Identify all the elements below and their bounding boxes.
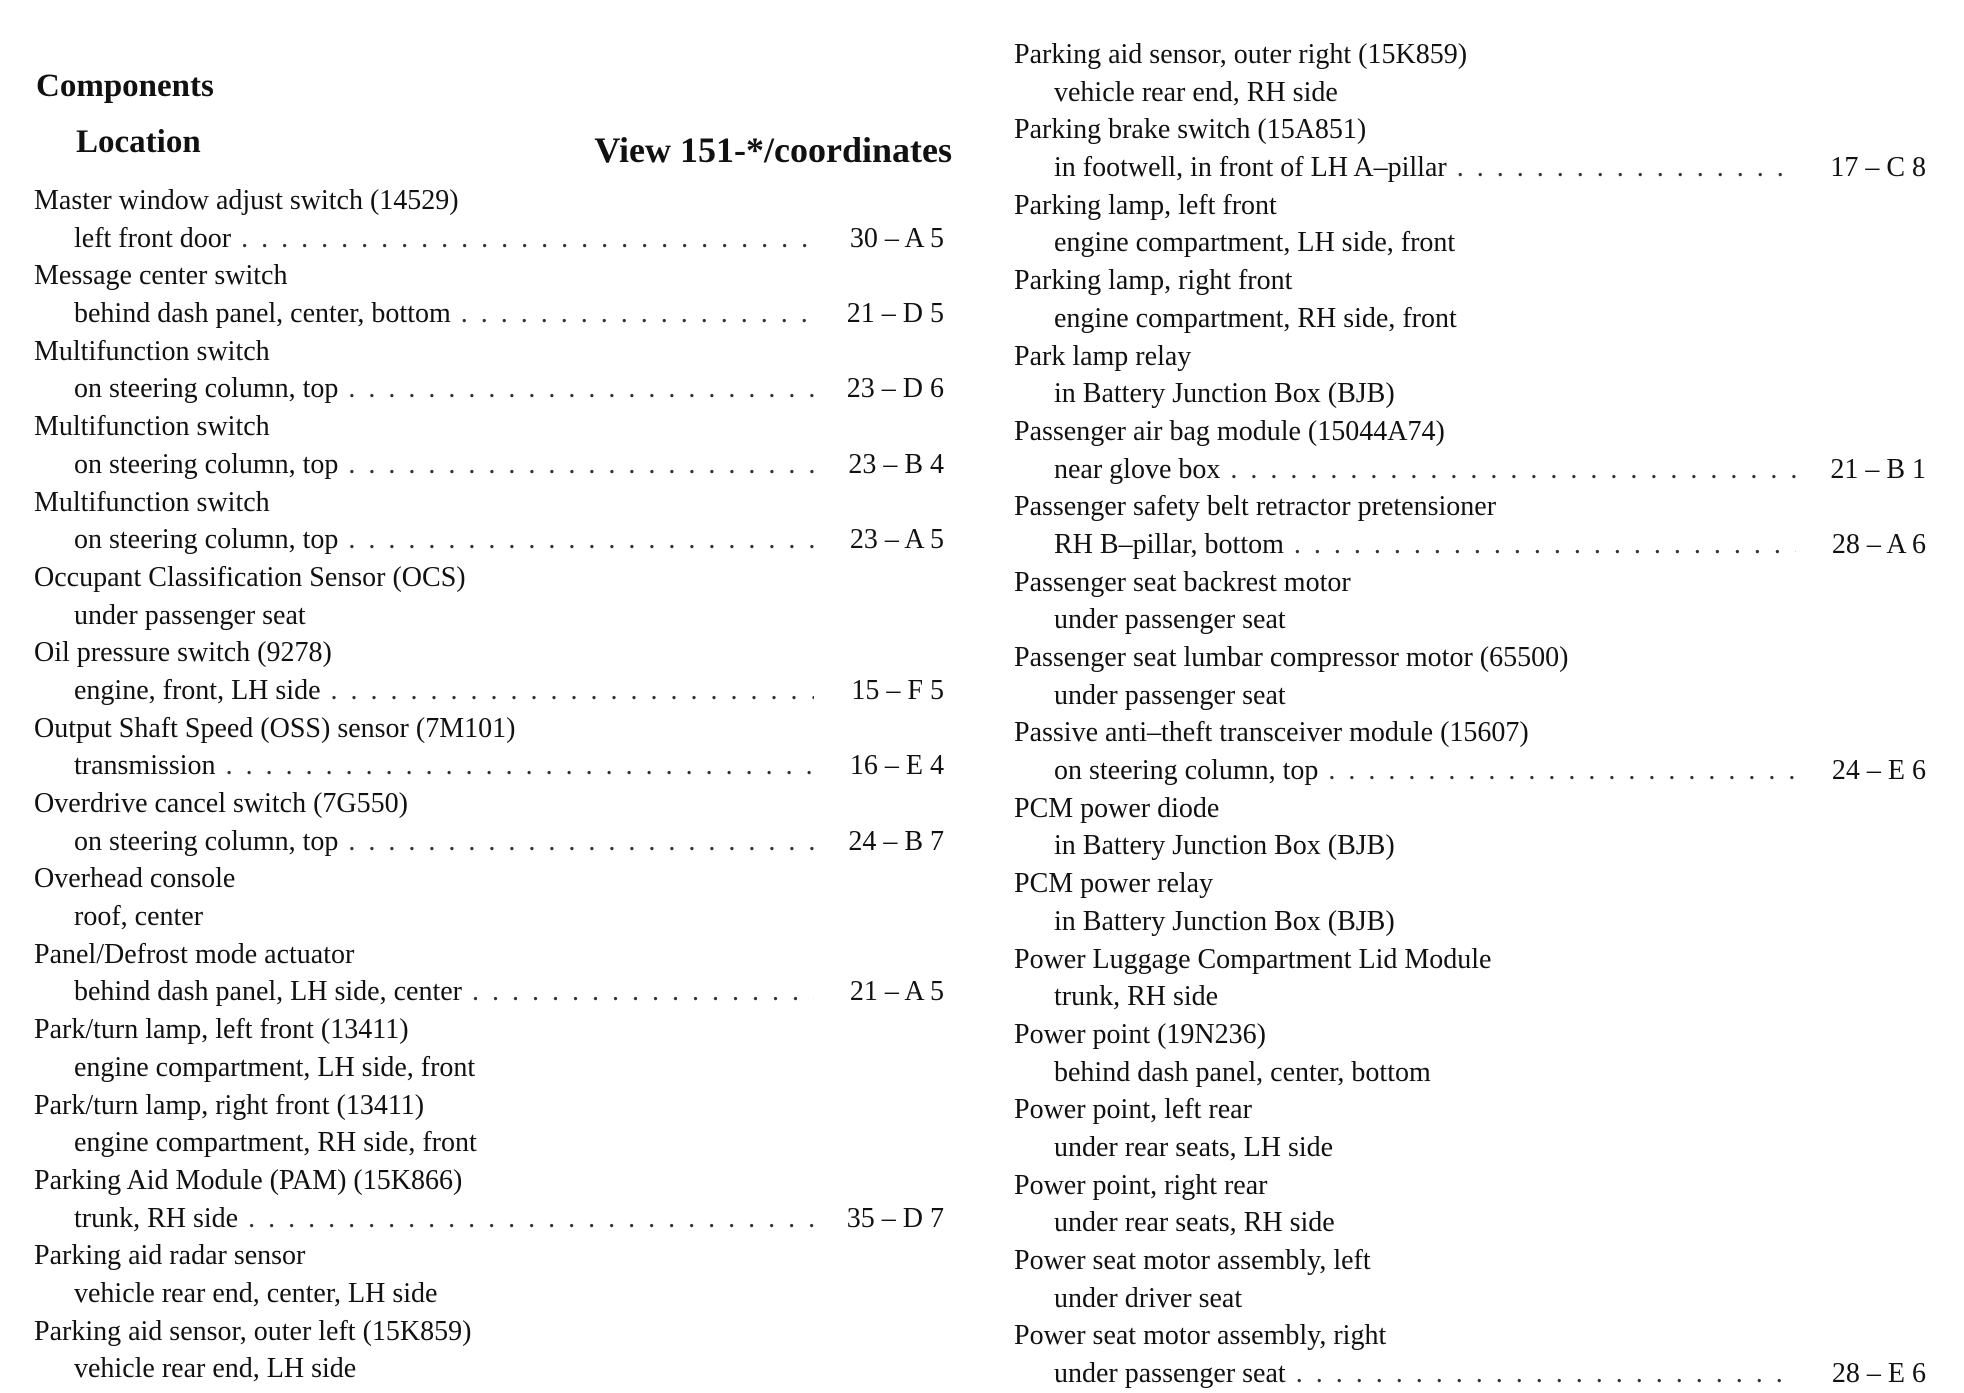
component-location-row xyxy=(1014,1355,1932,1393)
component-location: under passenger seat xyxy=(1054,604,1286,636)
component-entry xyxy=(34,1162,950,1237)
component-location-row xyxy=(1014,903,1932,941)
component-location-row xyxy=(1014,451,1932,489)
view-coordinate: 24 – E 6 xyxy=(1831,755,1926,787)
component-name: Master window adjust switch (14529) xyxy=(34,185,459,216)
component-location-row xyxy=(34,898,950,936)
component-name: Power point, right rear xyxy=(1014,1169,1268,1201)
component-name: Park/turn lamp, right front (13411) xyxy=(34,1089,425,1121)
component-entry xyxy=(34,408,950,483)
component-name: Parking lamp, right front xyxy=(1014,265,1293,297)
component-location-row xyxy=(1014,74,1932,112)
component-location-row xyxy=(1014,1129,1932,1167)
component-location: RH B–pillar, bottom xyxy=(1054,528,1284,560)
component-location: on steering column, top xyxy=(74,825,339,857)
component-location-row xyxy=(34,521,950,559)
component-entry xyxy=(34,333,950,408)
dot-leader xyxy=(1457,149,1796,187)
component-name: Parking lamp, left front xyxy=(1014,189,1277,221)
component-location: trunk, RH side xyxy=(1054,981,1219,1013)
dot-leader xyxy=(331,672,815,710)
component-name: Passenger safety belt retractor pretensioner xyxy=(1014,491,1497,523)
view-coordinate: 23 – D 6 xyxy=(846,373,944,405)
component-name: Power point, left rear xyxy=(1014,1094,1252,1126)
component-location-row xyxy=(1014,300,1932,338)
component-entry xyxy=(34,182,950,257)
component-location: in Battery Junction Box (BJB) xyxy=(1054,905,1395,937)
component-name: Multifunction switch xyxy=(34,411,270,443)
component-name: Overhead console xyxy=(34,863,236,895)
view-coordinate: 21 – B 1 xyxy=(1830,453,1926,485)
component-entry xyxy=(1014,790,1932,865)
component-entry xyxy=(1014,413,1932,488)
dot-leader xyxy=(472,973,814,1011)
component-entry xyxy=(34,785,950,860)
component-name: Power point (19N236) xyxy=(1014,1018,1266,1050)
component-location: on steering column, top xyxy=(74,373,339,405)
view-coordinates-heading: View 151-*/coordinates xyxy=(594,130,952,170)
component-location-row xyxy=(34,747,950,785)
component-name: Parking aid sensor, outer left (15K859) xyxy=(34,1315,472,1347)
component-location: vehicle rear end, RH side xyxy=(1054,76,1338,108)
component-name: Power seat motor assembly, left xyxy=(1014,1245,1371,1276)
component-location: engine compartment, LH side, front xyxy=(1054,227,1456,259)
component-location: under passenger seat xyxy=(1054,1358,1286,1390)
component-location-row xyxy=(34,597,950,635)
dot-leader xyxy=(1296,1355,1796,1393)
component-location-row xyxy=(34,295,950,333)
component-location-row xyxy=(34,973,950,1011)
component-location-row xyxy=(1014,978,1932,1016)
component-entry xyxy=(1014,1317,1932,1392)
component-name: Park lamp relay xyxy=(1014,340,1192,372)
component-location: transmission xyxy=(74,750,216,782)
component-location-row xyxy=(34,1350,950,1388)
view-coordinate: 21 – A 5 xyxy=(849,976,944,1008)
view-coordinate: 24 – B 7 xyxy=(848,825,944,857)
component-entry xyxy=(1014,1091,1932,1166)
component-name: Output Shaft Speed (OSS) sensor (7M101) xyxy=(34,712,516,744)
component-entry xyxy=(34,1087,950,1162)
component-name: Passenger seat lumbar compressor motor (65500) xyxy=(1014,642,1569,673)
component-location: trunk, RH side xyxy=(74,1202,239,1234)
component-location-row xyxy=(34,1200,950,1238)
view-coordinate: 35 – D 7 xyxy=(846,1202,944,1234)
component-location-row xyxy=(34,446,950,484)
component-location-row xyxy=(1014,526,1932,564)
component-entry xyxy=(1014,564,1932,639)
component-location: engine, front, LH side xyxy=(74,674,321,706)
view-coordinate: 17 – C 8 xyxy=(1830,152,1926,184)
component-location-row xyxy=(1014,601,1932,639)
component-entry xyxy=(34,1313,950,1388)
component-name: Occupant Classification Sensor (OCS) xyxy=(34,561,466,593)
dot-leader xyxy=(241,220,814,258)
component-location: behind dash panel, LH side, center xyxy=(74,976,462,1008)
view-coordinate: 16 – E 4 xyxy=(849,750,944,782)
component-location-row xyxy=(34,1275,950,1313)
view-coordinate: 15 – F 5 xyxy=(851,674,944,706)
component-location: on steering column, top xyxy=(74,448,339,480)
component-name: PCM power relay xyxy=(1014,868,1214,900)
component-name: Passenger seat backrest motor xyxy=(1014,566,1351,598)
component-name: Parking Aid Module (PAM) (15K866) xyxy=(34,1164,463,1196)
component-entry xyxy=(1014,941,1932,1016)
view-coordinate: 23 – A 5 xyxy=(849,524,944,556)
component-entry xyxy=(34,634,950,709)
component-entry xyxy=(34,1011,950,1086)
components-heading: Components xyxy=(36,68,214,104)
component-name: Parking brake switch (15A851) xyxy=(1014,114,1367,146)
component-location-row xyxy=(34,1124,950,1162)
component-entry xyxy=(34,936,950,1011)
location-heading: Location xyxy=(76,124,201,160)
component-location-row xyxy=(34,220,950,258)
right-entry-list xyxy=(1014,36,1932,1393)
component-location-row xyxy=(1014,1054,1932,1092)
component-entry xyxy=(34,860,950,935)
component-location: near glove box xyxy=(1054,453,1221,485)
component-entry xyxy=(1014,187,1932,262)
component-location: engine compartment, LH side, front xyxy=(74,1051,476,1083)
component-entry xyxy=(1014,1167,1932,1242)
component-location-row xyxy=(1014,375,1932,413)
component-location: on steering column, top xyxy=(1054,755,1319,787)
view-coordinate: 30 – A 5 xyxy=(849,222,944,254)
component-location-row xyxy=(1014,1280,1932,1318)
dot-leader xyxy=(1328,752,1796,790)
component-entry xyxy=(1014,639,1932,714)
left-entry-list xyxy=(34,182,950,1388)
component-name: Multifunction switch xyxy=(34,486,270,518)
component-location: left front door xyxy=(74,222,232,254)
component-name: Passenger air bag module (15044A74) xyxy=(1014,415,1445,447)
component-entry xyxy=(1014,1242,1932,1317)
component-name: Parking aid sensor, outer right (15K859) xyxy=(1014,39,1468,70)
component-entry xyxy=(1014,1016,1932,1091)
component-location-row xyxy=(34,1049,950,1087)
component-location: under rear seats, RH side xyxy=(1054,1207,1335,1239)
view-coordinate: 21 – D 5 xyxy=(846,298,944,330)
component-location: engine compartment, RH side, front xyxy=(74,1127,477,1159)
component-name: Passive anti–theft transceiver module (15607) xyxy=(1014,717,1529,749)
component-name: Overdrive cancel switch (7G550) xyxy=(34,788,408,819)
component-location: under passenger seat xyxy=(1054,679,1286,711)
dot-leader xyxy=(348,823,814,861)
component-name: Multifunction switch xyxy=(34,335,270,367)
component-location: behind dash panel, center, bottom xyxy=(1054,1056,1431,1088)
component-entry xyxy=(1014,714,1932,789)
component-location-row xyxy=(1014,827,1932,865)
component-location: in Battery Junction Box (BJB) xyxy=(1054,378,1395,410)
dot-leader xyxy=(226,747,814,785)
component-name: Oil pressure switch (9278) xyxy=(34,637,332,669)
component-entry xyxy=(1014,865,1932,940)
component-location: in footwell, in front of LH A–pillar xyxy=(1054,152,1447,184)
dot-leader xyxy=(248,1200,814,1238)
component-location: in Battery Junction Box (BJB) xyxy=(1054,830,1395,862)
dot-leader xyxy=(348,446,814,484)
component-location: under driver seat xyxy=(1054,1282,1243,1314)
component-name: Parking aid radar sensor xyxy=(34,1240,306,1272)
component-entry xyxy=(34,710,950,785)
component-entry xyxy=(1014,111,1932,186)
component-location-row xyxy=(1014,149,1932,187)
component-location-row xyxy=(1014,224,1932,262)
component-location: engine compartment, RH side, front xyxy=(1054,302,1457,334)
component-name: Park/turn lamp, left front (13411) xyxy=(34,1014,409,1046)
component-entry xyxy=(34,484,950,559)
dot-leader xyxy=(1230,451,1796,489)
component-location: under rear seats, LH side xyxy=(1054,1131,1334,1163)
component-name: Power Luggage Compartment Lid Module xyxy=(1014,943,1492,975)
component-name: Message center switch xyxy=(34,260,288,292)
component-location: behind dash panel, center, bottom xyxy=(74,298,451,330)
component-entry xyxy=(34,257,950,332)
component-location: vehicle rear end, center, LH side xyxy=(74,1277,438,1309)
dot-leader xyxy=(1294,526,1796,564)
component-entry xyxy=(1014,488,1932,563)
view-coordinate: 28 – E 6 xyxy=(1831,1358,1926,1390)
component-name: PCM power diode xyxy=(1014,792,1220,824)
component-entry xyxy=(1014,338,1932,413)
component-location-row xyxy=(34,823,950,861)
component-name: Power seat motor assembly, right xyxy=(1014,1320,1387,1352)
view-coordinate: 28 – A 6 xyxy=(1831,528,1926,560)
component-name: Panel/Defrost mode actuator xyxy=(34,938,355,970)
component-entry xyxy=(1014,36,1932,111)
component-location: vehicle rear end, LH side xyxy=(74,1353,357,1385)
component-location: roof, center xyxy=(74,901,204,933)
component-location-row xyxy=(34,672,950,710)
dot-leader xyxy=(348,521,814,559)
component-entry xyxy=(34,559,950,634)
component-location-row xyxy=(34,370,950,408)
component-location: under passenger seat xyxy=(74,599,306,631)
component-location: on steering column, top xyxy=(74,524,339,556)
component-location-row xyxy=(1014,677,1932,715)
component-location-row xyxy=(1014,752,1932,790)
dot-leader xyxy=(348,370,814,408)
component-location-row xyxy=(1014,1204,1932,1242)
dot-leader xyxy=(461,295,814,333)
view-coordinate: 23 – B 4 xyxy=(848,448,944,480)
component-entry xyxy=(34,1237,950,1312)
component-entry xyxy=(1014,262,1932,337)
